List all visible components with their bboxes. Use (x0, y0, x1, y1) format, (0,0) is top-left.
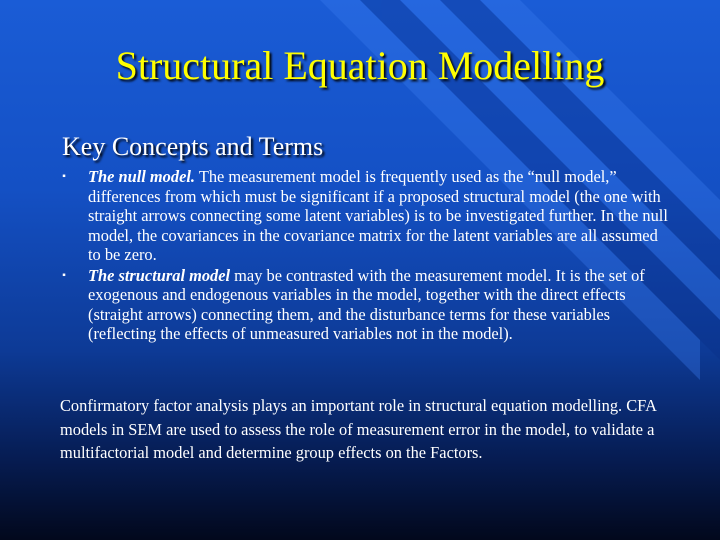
bullet-square-icon: ▪ (62, 171, 66, 182)
bullet-item-null-model (60, 167, 670, 265)
bullet-square-icon: ▪ (62, 269, 66, 281)
bullet-item-structural-model (60, 266, 670, 344)
conclusion-paragraph: Confirmatory factor analysis plays an important role in structural equation modelling. CFA models in SEM are used to assess the role of measurement error in the model, to validate a multifactorial model and determine group effects on the Factors. (60, 396, 657, 462)
bullet-term: The structural model (88, 265, 231, 285)
slide-title: Structural Equation Modelling (115, 43, 605, 88)
bullet-list (60, 167, 670, 345)
bullet-term: The null model. (88, 167, 196, 186)
bullet-text: may be contrasted with the measurement model. It is the set of exogenous and endogenous variables in the model, together with the direct effects (straight arrows) connecting them, and the disturbance terms for these variables (reflecting the effects of unmeasured variables not in the model). (88, 265, 645, 343)
section-subtitle: Key Concepts and Terms (62, 132, 324, 161)
bullet-text: The measurement model is frequently used as the “null model,” differences from which must be significant if a proposed structural model (the one with straight arrows connecting some latent variables) is to be investigated further. In the null model, the covariances in the covariance matrix for the latent variables are all assumed to be zero. (88, 167, 668, 264)
